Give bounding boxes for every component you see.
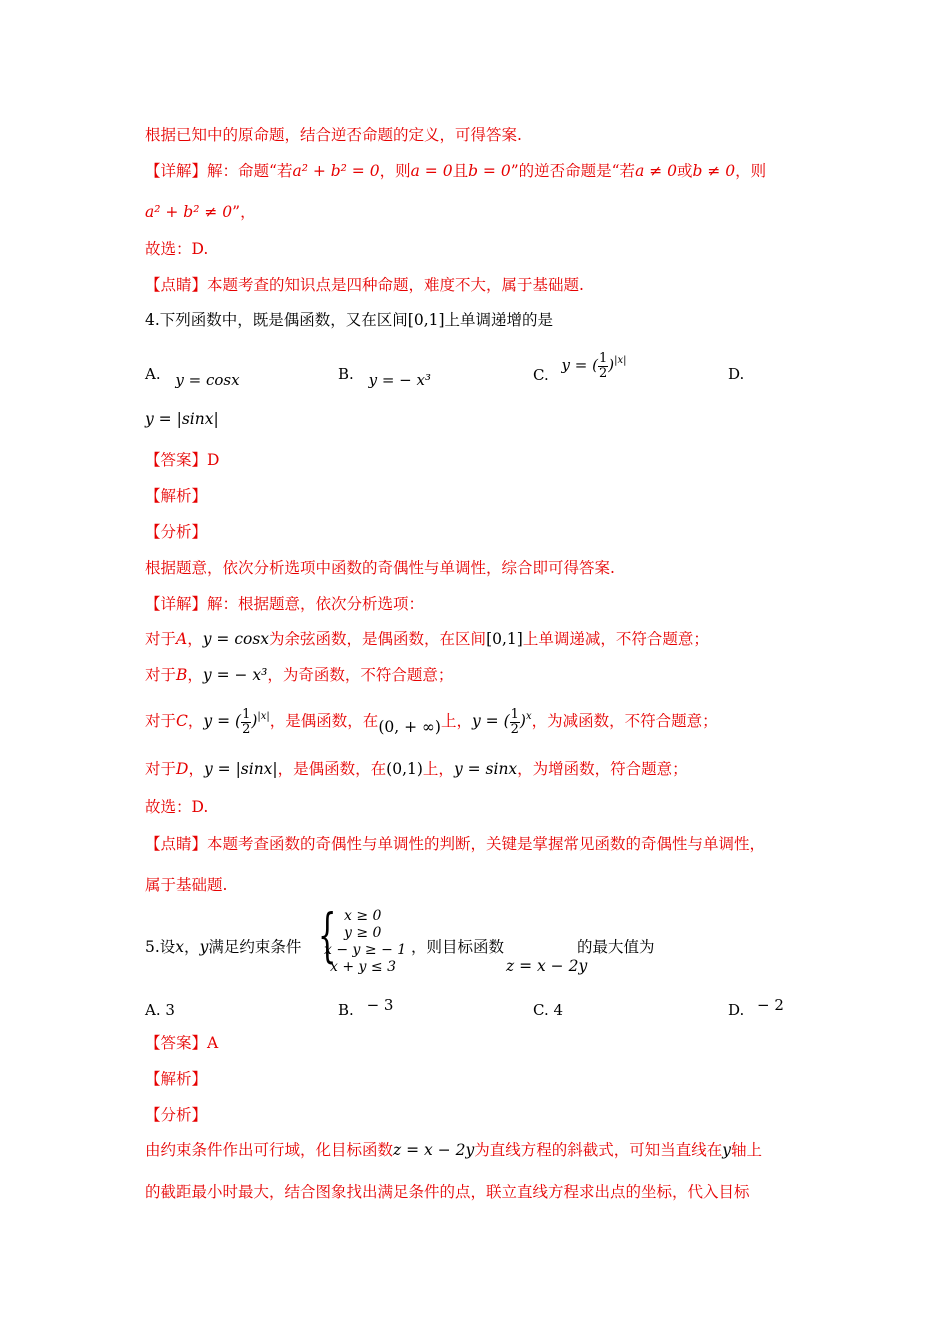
math-b-ne0: b ≠ 0 (692, 162, 736, 180)
q4-comment-text: 本题考查函数的奇偶性与单调性的判断，关键是掌握常见函数的奇偶性与单调性， (207, 835, 766, 853)
q4-d-comma: ， (188, 760, 204, 778)
q4-c-comma: ， (187, 712, 204, 731)
q4-comment (145, 837, 765, 853)
q4-d-text3: ，为增函数，符合题意； (517, 760, 688, 778)
q4-c-math2-suffix: ) (519, 712, 526, 731)
q4-opt-c-exp: |x| (614, 355, 627, 367)
q4-comment-tag: 【点睛】 (145, 835, 208, 853)
q5-stem-b: 满足约束条件 (208, 938, 302, 956)
q4-opt-a-label: A. (145, 365, 161, 383)
q5-f1b: 为直线方程的斜截式，可知当直线在 (474, 1141, 723, 1159)
choice-1: 故选：D. (145, 240, 209, 258)
frac-den: 2 (510, 721, 519, 737)
q4-c-text2: 上， (440, 712, 472, 731)
q4-option-b (338, 365, 431, 389)
math-a2b2: a² + b² = 0 (292, 162, 380, 180)
q4-c-math1-suffix: ) (251, 712, 258, 731)
q5-f1-y: y (722, 1141, 732, 1159)
comment-text: 本题考查的知识点是四种命题，难度不大，属于基础题. (207, 276, 584, 294)
math-a0: a = 0 (410, 162, 453, 180)
frac-num: 1 (242, 707, 251, 722)
detail-text-f: ，则 (735, 162, 767, 180)
q5-fenxi-line-1 (145, 1143, 762, 1159)
q4-b-letter: B (176, 666, 188, 684)
q4-b-pre: 对于 (145, 666, 177, 684)
q5-constraint-2: y ≥ 0 (344, 925, 382, 941)
q4-d-math: y = |sinx| (203, 760, 278, 778)
q4-c-math1-prefix: y = ( (203, 712, 242, 731)
q5-option-a: A. 3 (145, 1001, 175, 1019)
q4-a-math: y = cosx (202, 630, 270, 648)
comment-tag: 【点睛】 (145, 276, 208, 294)
q5-stem-comma: ， (184, 938, 200, 956)
brace-icon: { (318, 901, 337, 969)
q4-c-exp1: |x| (257, 711, 270, 723)
comment-1 (145, 278, 584, 294)
detail-tag: 【详解】 (145, 162, 208, 180)
q5-opt-b-value: − 3 (366, 996, 394, 1014)
q4-c-pre: 对于 (145, 712, 177, 731)
q4-opt-c-suffix: ) (608, 356, 615, 375)
q4-stem-a: 4.下列函数中，既是偶函数，又在区间 (145, 311, 408, 329)
q5-opt-b-label: B. (338, 1001, 354, 1019)
q4-detail-a (145, 632, 709, 648)
q4-opt-a-math: y = cosx (175, 371, 240, 389)
q4-detail-d (145, 762, 688, 778)
intro-text: 根据已知中的原命题，结合逆否命题的定义，可得答案. (145, 126, 522, 144)
frac-num: 1 (510, 707, 519, 722)
q5-constraint-1: x ≥ 0 (344, 908, 382, 924)
q4-d-pre: 对于 (145, 760, 177, 778)
q5-stem-a: 5.设 (145, 938, 176, 956)
q5-option-b (338, 996, 394, 1019)
detail-line2-text: ”， (232, 203, 256, 221)
q5-constraint-4: x + y ≤ 3 (330, 959, 396, 975)
math-a2b2-ne0: a² + b² ≠ 0 (145, 203, 233, 221)
q4-opt-c-label: C. (533, 366, 549, 385)
detail-text-d: ”的逆否命题是“若 (510, 162, 636, 180)
q4-fenxi: 【分析】 (145, 523, 208, 541)
q5-option-d (728, 996, 784, 1019)
q4-opt-b-math: y = − x³ (368, 371, 431, 389)
math-a-ne0: a ≠ 0 (635, 162, 678, 180)
detail-text-a: 解：命题“若 (207, 162, 293, 180)
q4-a-pre: 对于 (145, 630, 177, 648)
q4-option-a (145, 365, 240, 389)
q4-stem-b: 上单调递增的是 (444, 311, 554, 329)
q4-interval: [0,1] (407, 311, 445, 329)
q4-opt-c-prefix: y = ( (561, 356, 598, 375)
q4-option-d-label: D. (728, 365, 745, 383)
q4-a-text1: 为余弦函数，是偶函数，在区间 (269, 630, 487, 648)
q5-fenxi: 【分析】 (145, 1106, 208, 1124)
q5-opt-d-label: D. (728, 1001, 745, 1019)
q5-fenxi-line-2: 的截距最小时最大，结合图象找出满足条件的点，联立直线方程求出点的坐标，代入目标 (145, 1183, 750, 1201)
frac-den: 2 (598, 365, 608, 381)
q5-stem-c: ，则目标函数 (411, 938, 505, 956)
q4-stem (145, 313, 553, 329)
q4-detail-b (145, 668, 453, 684)
detail-line-1 (145, 164, 766, 180)
q4-b-comma: ， (187, 666, 203, 684)
q5-stem-left (145, 940, 301, 956)
q4-c-interval: (0, + ∞) (378, 718, 441, 737)
q5-stem-y: y (199, 938, 209, 956)
q4-opt-d-math: y = |sinx| (145, 410, 219, 428)
q4-c-exp2: x (525, 711, 532, 723)
q4-b-math: y = − x³ (202, 666, 268, 684)
q5-stem-x: x (175, 938, 185, 956)
q4-opt-b-label: B. (338, 365, 354, 383)
detail-text-c: 且 (452, 162, 469, 180)
q4-a-text2: 上单调递减，不符合题意； (522, 630, 709, 648)
q4-d-letter: D (176, 760, 189, 778)
q4-d-text1: ，是偶函数，在 (277, 760, 387, 778)
q4-c-math2-prefix: y = ( (471, 712, 510, 731)
q4-detail: 【详解】解：根据题意，依次分析选项： (145, 595, 425, 613)
q4-option-c (533, 351, 627, 385)
q4-c-frac1 (241, 708, 251, 736)
q4-opt-c-frac (598, 352, 608, 380)
q4-c-text1: ，是偶函数，在 (269, 712, 379, 731)
q5-f1a: 由约束条件作出可行域，化目标函数 (145, 1141, 394, 1159)
detail-text-b: ，则 (379, 162, 411, 180)
q5-f1c: 轴上 (731, 1141, 763, 1159)
q4-c-letter: C (176, 712, 188, 731)
q4-comment-2: 属于基础题. (145, 876, 228, 894)
q4-d-interval: (0,1) (386, 760, 423, 778)
q4-d-math2: y = sinx (453, 760, 518, 778)
q4-b-text: ，为奇函数，不符合题意； (267, 666, 454, 684)
q4-d-text2: 上， (422, 760, 454, 778)
q4-option-d (145, 412, 219, 428)
q4-choice: 故选：D. (145, 798, 209, 816)
q4-a-letter: A (176, 630, 188, 648)
q5-answer: 【答案】A (145, 1034, 219, 1052)
detail-text-e: 或 (677, 162, 693, 180)
q5-analysis: 【解析】 (145, 1070, 208, 1088)
frac-num: 1 (598, 351, 608, 366)
q4-c-text3: ，为减函数，不符合题意； (531, 712, 718, 731)
q4-fenxi-text: 根据题意，依次分析选项中函数的奇偶性与单调性，综合即可得答案. (145, 559, 615, 577)
q5-option-c: C. 4 (533, 1001, 564, 1019)
q4-c-frac2 (510, 708, 520, 736)
q4-a-comma: ， (187, 630, 203, 648)
q5-f1-math: z = x − 2y (393, 1141, 475, 1159)
detail-line-2 (145, 205, 256, 221)
q4-analysis: 【解析】 (145, 487, 208, 505)
q5-opt-d-value: − 2 (757, 996, 784, 1014)
q5-stem-d: 的最大值为 (577, 938, 655, 956)
q4-answer: 【答案】D (145, 451, 220, 469)
math-b0: b = 0 (468, 162, 511, 180)
q5-stem-z: z = x − 2y (506, 957, 588, 975)
q4-detail-c (145, 708, 718, 736)
q4-a-interval: [0,1] (486, 630, 523, 648)
frac-den: 2 (242, 721, 251, 737)
q5-constraint-3: x − y ≥ − 1 (324, 942, 407, 958)
